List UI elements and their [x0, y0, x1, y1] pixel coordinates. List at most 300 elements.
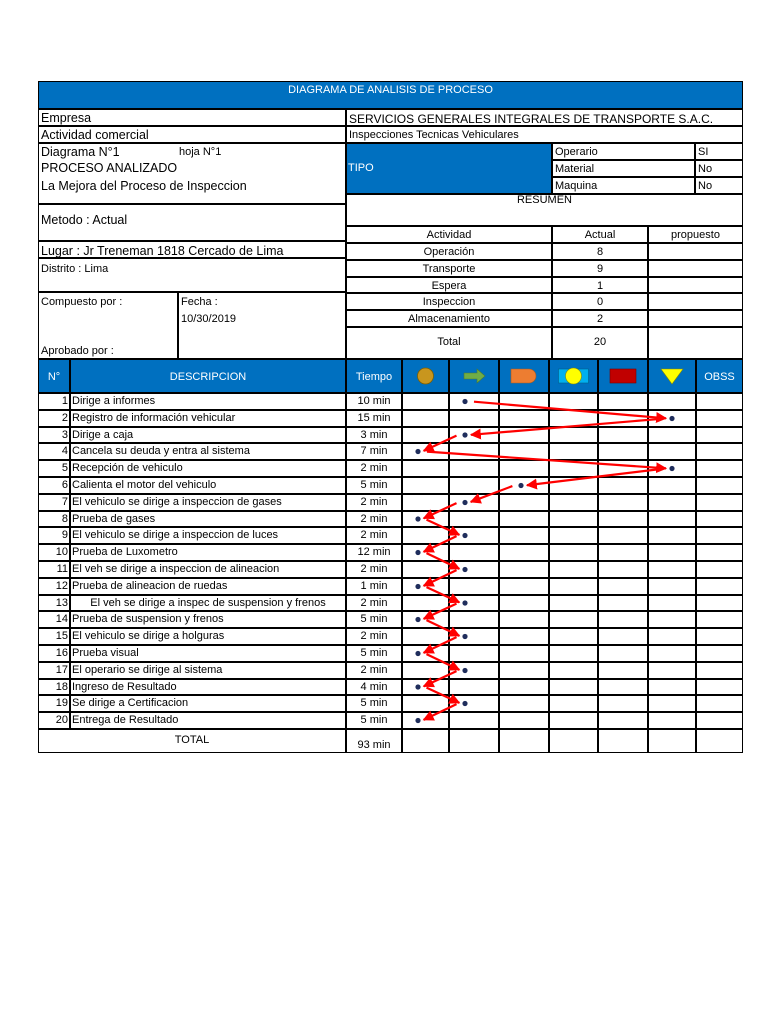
resumen-total-value-cell — [552, 327, 648, 359]
table-row-tiempo — [346, 595, 402, 611]
table-row-number — [38, 595, 70, 611]
table-row-symbol-cell — [402, 628, 449, 645]
total-symbol-cell — [648, 729, 696, 753]
table-row-number — [38, 544, 70, 561]
row-descripcion: Dirige a caja — [72, 429, 134, 441]
resumen-header-1 — [552, 226, 648, 243]
resumen-header-0 — [346, 226, 552, 243]
table-row-symbol-cell — [499, 662, 549, 679]
row-descripcion: Recepción de vehiculo — [72, 462, 183, 474]
resumen-row-actual — [552, 260, 648, 277]
header-operacion-symbol-icon — [402, 359, 449, 393]
table-row-symbol-cell — [598, 645, 648, 662]
row-number: 5 — [61, 462, 68, 474]
operacion-symbol-icon — [403, 360, 448, 392]
header-descripcion-text: DESCRIPCION — [169, 371, 247, 383]
table-row-symbol-cell — [499, 595, 549, 611]
table-row-symbol-cell — [499, 712, 549, 729]
table-row-symbol-cell — [648, 544, 696, 561]
table-row-descripcion — [70, 427, 346, 443]
table-row-symbol-cell — [598, 628, 648, 645]
table-row-descripcion — [70, 712, 346, 729]
inspeccion-circle-square-icon — [550, 360, 597, 392]
table-row-symbol-cell — [402, 527, 449, 544]
resumen-actual: 8 — [596, 246, 604, 258]
table-row-symbol-cell — [648, 410, 696, 427]
table-row-symbol-cell — [648, 645, 696, 662]
actividad-value-cell — [346, 126, 743, 143]
resumen-row-propuesto — [648, 243, 743, 260]
header-n-text: N° — [47, 371, 61, 383]
table-row-symbol-cell — [402, 410, 449, 427]
table-row-symbol-cell — [449, 578, 499, 595]
table-row-symbol-cell — [549, 561, 598, 578]
table-row-symbol-cell — [598, 662, 648, 679]
table-row-symbol-cell — [549, 578, 598, 595]
resumen-actual: 2 — [596, 313, 604, 325]
table-row-tiempo — [346, 578, 402, 595]
fecha-label: Fecha : — [181, 296, 218, 308]
table-row-symbol-cell — [402, 477, 449, 494]
row-number: 2 — [61, 412, 68, 424]
row-tiempo: 7 min — [360, 445, 388, 457]
resumen-header-text: Actual — [584, 229, 616, 241]
table-row-tiempo — [346, 544, 402, 561]
resumen-row-actual — [552, 243, 648, 260]
table-row-tiempo — [346, 511, 402, 527]
table-row-symbol-cell — [598, 527, 648, 544]
lugar-cell — [38, 241, 346, 258]
table-row-number — [38, 712, 70, 729]
table-row-symbol-cell — [449, 662, 499, 679]
row-tiempo: 5 min — [360, 714, 388, 726]
row-tiempo: 2 min — [360, 630, 388, 642]
resumen-total-propuesto-cell — [648, 327, 743, 359]
table-row-symbol-cell — [499, 527, 549, 544]
table-row-symbol-cell — [648, 679, 696, 695]
total-tiempo: 93 min — [357, 739, 391, 751]
table-row-symbol-cell — [696, 595, 743, 611]
table-row-symbol-cell — [598, 544, 648, 561]
table-row-symbol-cell — [696, 611, 743, 628]
table-row-symbol-cell — [696, 443, 743, 460]
compuesto-label: Compuesto por : — [41, 296, 123, 308]
row-descripcion: El operario se dirige al sistema — [72, 664, 223, 676]
table-row-symbol-cell — [598, 477, 648, 494]
tipo-maquina-label-cell — [552, 177, 695, 194]
table-row-symbol-cell — [598, 460, 648, 477]
table-row-symbol-cell — [598, 595, 648, 611]
resumen-row-propuesto — [648, 310, 743, 327]
resumen-actividad: Inspeccion — [422, 296, 476, 308]
table-row-symbol-cell — [402, 695, 449, 712]
table-row-number — [38, 679, 70, 695]
row-number: 3 — [61, 429, 68, 441]
table-row-symbol-cell — [696, 695, 743, 712]
resumen-row-actual — [552, 293, 648, 310]
row-tiempo: 5 min — [360, 479, 388, 491]
table-row-number — [38, 628, 70, 645]
distrito-label: Distrito : Lima — [41, 263, 109, 275]
diagrama-cell — [38, 143, 346, 160]
table-row-symbol-cell — [648, 443, 696, 460]
row-descripcion: Dirige a informes — [72, 395, 156, 407]
table-row-symbol-cell — [598, 410, 648, 427]
tipo-row-label: Material — [555, 163, 595, 175]
resumen-total-label: Total — [437, 336, 461, 348]
actividad-label: Actividad comercial — [41, 128, 149, 142]
table-row-descripcion — [70, 695, 346, 712]
table-row-symbol-cell — [402, 578, 449, 595]
table-row-symbol-cell — [598, 561, 648, 578]
resumen-title: RESUMEN — [516, 194, 572, 206]
row-descripcion: Registro de información vehicular — [72, 412, 236, 424]
table-row-symbol-cell — [449, 494, 499, 511]
table-row-tiempo — [346, 712, 402, 729]
row-tiempo: 2 min — [360, 513, 388, 525]
row-number: 19 — [55, 697, 68, 709]
table-row-descripcion — [70, 393, 346, 410]
table-row-symbol-cell — [549, 477, 598, 494]
row-tiempo: 1 min — [360, 580, 388, 592]
page-title: DIAGRAMA DE ANALISIS DE PROCESO — [288, 84, 493, 96]
table-row-symbol-cell — [549, 443, 598, 460]
header-tiempo — [346, 359, 402, 393]
row-descripcion: Prueba de Luxometro — [72, 546, 178, 558]
table-row-symbol-cell — [402, 645, 449, 662]
table-row-number — [38, 477, 70, 494]
resumen-row-actividad — [346, 277, 552, 293]
table-row-symbol-cell — [449, 561, 499, 578]
total-symbol-cell — [549, 729, 598, 753]
row-tiempo: 12 min — [357, 546, 391, 558]
almacenamiento-rect-icon — [599, 360, 647, 392]
tipo-row-label: Maquina — [555, 180, 598, 192]
table-row-symbol-cell — [648, 662, 696, 679]
table-row-symbol-cell — [499, 511, 549, 527]
table-row-symbol-cell — [696, 511, 743, 527]
table-row-symbol-cell — [549, 410, 598, 427]
table-row-symbol-cell — [499, 410, 549, 427]
lugar-label: Lugar : Jr Treneman 1818 Cercado de Lima — [41, 244, 284, 258]
resumen-actual: 1 — [596, 280, 604, 292]
table-row-symbol-cell — [648, 511, 696, 527]
table-row-tiempo — [346, 477, 402, 494]
row-tiempo: 5 min — [360, 613, 388, 625]
empresa-cell — [38, 109, 346, 126]
row-tiempo: 3 min — [360, 429, 388, 441]
table-row-symbol-cell — [449, 611, 499, 628]
row-number: 10 — [55, 546, 68, 558]
row-descripcion: Prueba visual — [72, 647, 139, 659]
table-row-tiempo — [346, 628, 402, 645]
table-row-symbol-cell — [449, 443, 499, 460]
row-descripcion: Calienta el motor del vehiculo — [72, 479, 217, 491]
table-row-symbol-cell — [402, 611, 449, 628]
table-row-number — [38, 427, 70, 443]
table-row-tiempo — [346, 410, 402, 427]
table-row-symbol-cell — [499, 645, 549, 662]
resumen-actividad: Almacenamiento — [408, 313, 490, 325]
header-espera-d-icon — [499, 359, 549, 393]
row-number: 18 — [55, 681, 68, 693]
table-row-symbol-cell — [598, 611, 648, 628]
table-row-symbol-cell — [648, 527, 696, 544]
table-row-symbol-cell — [549, 427, 598, 443]
row-number: 13 — [55, 597, 68, 609]
table-row-symbol-cell — [449, 393, 499, 410]
table-row-symbol-cell — [402, 662, 449, 679]
table-row-number — [38, 645, 70, 662]
table-row-symbol-cell — [449, 628, 499, 645]
table-row-symbol-cell — [499, 578, 549, 595]
table-row-symbol-cell — [402, 511, 449, 527]
table-row-descripcion — [70, 477, 346, 494]
resumen-row-actual — [552, 310, 648, 327]
table-row-number — [38, 511, 70, 527]
resumen-row-propuesto — [648, 260, 743, 277]
resumen-header-text: Actividad — [426, 229, 472, 241]
table-row-symbol-cell — [648, 712, 696, 729]
table-row-tiempo — [346, 611, 402, 628]
resumen-row-propuesto — [648, 293, 743, 310]
table-row-tiempo — [346, 527, 402, 544]
hoja-label: hoja N°1 — [179, 146, 222, 158]
table-row-symbol-cell — [549, 595, 598, 611]
total-tiempo-cell — [346, 729, 402, 753]
total-label-cell — [38, 729, 346, 753]
row-tiempo: 4 min — [360, 681, 388, 693]
compuesto-cell — [38, 292, 178, 359]
tipo-row-label: Operario — [555, 146, 598, 158]
title-bar — [38, 81, 743, 109]
table-row-symbol-cell — [402, 544, 449, 561]
aprobado-label: Aprobado por : — [41, 345, 114, 357]
proceso-cell — [38, 160, 346, 204]
total-symbol-cell — [598, 729, 648, 753]
table-row-symbol-cell — [499, 460, 549, 477]
table-row-tiempo — [346, 393, 402, 410]
table-row-symbol-cell — [696, 494, 743, 511]
row-descripcion: Cancela su deuda y entra al sistema — [72, 445, 250, 457]
row-descripcion: El veh se dirige a inspeccion de alineacion — [72, 563, 280, 575]
empresa-value: SERVICIOS GENERALES INTEGRALES DE TRANSPORTE S.A.C. — [349, 112, 714, 126]
table-row-descripcion — [70, 511, 346, 527]
table-row-symbol-cell — [549, 544, 598, 561]
resumen-actual: 0 — [596, 296, 604, 308]
header-almacenamiento-rect-icon — [598, 359, 648, 393]
row-tiempo: 2 min — [360, 529, 388, 541]
table-row-symbol-cell — [696, 662, 743, 679]
table-row-symbol-cell — [402, 460, 449, 477]
table-row-number — [38, 561, 70, 578]
table-row-symbol-cell — [499, 494, 549, 511]
metodo-cell — [38, 204, 346, 241]
row-tiempo: 2 min — [360, 664, 388, 676]
table-row-symbol-cell — [648, 695, 696, 712]
row-descripcion: Se dirige a Certificacion — [72, 697, 189, 709]
table-row-descripcion — [70, 628, 346, 645]
table-row-number — [38, 393, 70, 410]
table-row-number — [38, 460, 70, 477]
table-row-number — [38, 494, 70, 511]
table-row-symbol-cell — [402, 393, 449, 410]
table-row-symbol-cell — [499, 393, 549, 410]
row-number: 20 — [55, 714, 68, 726]
resumen-row-actividad — [346, 243, 552, 260]
table-row-symbol-cell — [449, 477, 499, 494]
fecha-value: 10/30/2019 — [181, 313, 237, 325]
table-row-descripcion — [70, 611, 346, 628]
table-row-symbol-cell — [696, 628, 743, 645]
row-number: 1 — [61, 395, 68, 407]
table-row-symbol-cell — [449, 544, 499, 561]
header-tiempo-text: Tiempo — [355, 371, 393, 383]
row-number: 17 — [55, 664, 68, 676]
table-row-tiempo — [346, 494, 402, 511]
resumen-row-propuesto — [648, 277, 743, 293]
total-symbol-cell — [402, 729, 449, 753]
tipo-operario-value-cell — [695, 143, 743, 160]
table-row-symbol-cell — [549, 679, 598, 695]
table-row-symbol-cell — [648, 578, 696, 595]
table-row-tiempo — [346, 695, 402, 712]
table-row-symbol-cell — [449, 511, 499, 527]
table-row-symbol-cell — [598, 712, 648, 729]
table-row-tiempo — [346, 443, 402, 460]
row-descripcion: El vehiculo se dirige a inspeccion de luces — [72, 529, 279, 541]
table-row-symbol-cell — [648, 427, 696, 443]
table-row-symbol-cell — [499, 544, 549, 561]
row-number: 6 — [61, 479, 68, 491]
table-row-symbol-cell — [499, 628, 549, 645]
table-row-symbol-cell — [648, 477, 696, 494]
table-row-symbol-cell — [449, 527, 499, 544]
table-row-symbol-cell — [696, 679, 743, 695]
table-row-symbol-cell — [449, 460, 499, 477]
table-row-symbol-cell — [696, 427, 743, 443]
table-row-symbol-cell — [499, 679, 549, 695]
table-row-symbol-cell — [648, 628, 696, 645]
table-row-symbol-cell — [499, 443, 549, 460]
resumen-header-2 — [648, 226, 743, 243]
table-row-symbol-cell — [499, 427, 549, 443]
header-descripcion — [70, 359, 346, 393]
table-row-symbol-cell — [449, 595, 499, 611]
header-obs — [696, 359, 743, 393]
table-row-symbol-cell — [696, 561, 743, 578]
resumen-header-text: propuesto — [671, 229, 720, 241]
table-row-symbol-cell — [402, 561, 449, 578]
table-row-tiempo — [346, 427, 402, 443]
table-row-number — [38, 695, 70, 712]
table-row-number — [38, 578, 70, 595]
table-row-symbol-cell — [402, 443, 449, 460]
row-descripcion: El vehiculo se dirige a inspeccion de gases — [72, 496, 282, 508]
espera-d-icon — [500, 360, 548, 392]
resumen-actividad: Espera — [431, 280, 467, 292]
resumen-row-actividad — [346, 310, 552, 327]
transporte-arrow-icon — [450, 360, 498, 392]
table-row-symbol-cell — [696, 477, 743, 494]
total-symbol-cell — [696, 729, 743, 753]
row-number: 4 — [61, 445, 68, 457]
table-row-descripcion — [70, 410, 346, 427]
table-row-symbol-cell — [499, 477, 549, 494]
resumen-total-value: 20 — [593, 336, 607, 348]
table-row-symbol-cell — [499, 611, 549, 628]
table-row-symbol-cell — [598, 427, 648, 443]
table-row-symbol-cell — [449, 695, 499, 712]
tipo-row-value: No — [698, 163, 713, 175]
row-tiempo: 2 min — [360, 563, 388, 575]
table-row-symbol-cell — [402, 427, 449, 443]
table-row-symbol-cell — [648, 611, 696, 628]
table-row-descripcion — [70, 494, 346, 511]
table-row-tiempo — [346, 662, 402, 679]
table-row-symbol-cell — [549, 393, 598, 410]
row-number: 11 — [56, 563, 68, 575]
row-descripcion: El vehiculo se dirige a holguras — [72, 630, 225, 642]
table-row-tiempo — [346, 645, 402, 662]
fecha-cell — [178, 292, 346, 359]
distrito-cell — [38, 258, 346, 292]
table-row-symbol-cell — [648, 561, 696, 578]
table-row-symbol-cell — [549, 662, 598, 679]
total-symbol-cell — [499, 729, 549, 753]
resumen-actividad: Transporte — [422, 263, 476, 275]
table-row-symbol-cell — [402, 712, 449, 729]
empresa-label: Empresa — [41, 111, 92, 125]
table-row-symbol-cell — [648, 393, 696, 410]
table-row-tiempo — [346, 561, 402, 578]
tipo-row-value: No — [698, 180, 713, 192]
metodo-label: Metodo : Actual — [41, 213, 128, 227]
tipo-row-value: SI — [698, 146, 709, 158]
row-number: 7 — [61, 496, 68, 508]
table-row-symbol-cell — [549, 628, 598, 645]
row-tiempo: 5 min — [360, 647, 388, 659]
header-obs-text: OBSS — [704, 371, 735, 383]
resumen-row-actividad — [346, 260, 552, 277]
table-row-symbol-cell — [696, 578, 743, 595]
table-row-symbol-cell — [402, 595, 449, 611]
empresa-value-cell — [346, 109, 743, 126]
row-number: 15 — [55, 630, 68, 642]
almacenamiento-triangle-icon — [649, 360, 695, 392]
tipo-label: TIPO — [348, 162, 374, 174]
row-tiempo: 2 min — [360, 496, 388, 508]
header-almacenamiento-triangle-icon — [648, 359, 696, 393]
total-symbol-cell — [449, 729, 499, 753]
table-row-descripcion — [70, 679, 346, 695]
header-transporte-arrow-icon — [449, 359, 499, 393]
table-row-symbol-cell — [549, 695, 598, 712]
table-row-symbol-cell — [499, 561, 549, 578]
resumen-actividad: Operación — [423, 246, 475, 258]
proceso-value: La Mejora del Proceso de Inspeccion — [41, 179, 247, 193]
row-descripcion: El veh se dirige a inspec de suspension y frenos — [90, 597, 326, 609]
resumen-row-actividad — [346, 293, 552, 310]
proceso-label: PROCESO ANALIZADO — [41, 161, 178, 175]
table-row-descripcion — [70, 645, 346, 662]
table-row-number — [38, 611, 70, 628]
table-row-symbol-cell — [696, 645, 743, 662]
resumen-actual: 9 — [596, 263, 604, 275]
row-tiempo: 5 min — [360, 697, 388, 709]
row-descripcion: Prueba de gases — [72, 513, 156, 525]
row-descripcion: Prueba de alineacion de ruedas — [72, 580, 228, 592]
